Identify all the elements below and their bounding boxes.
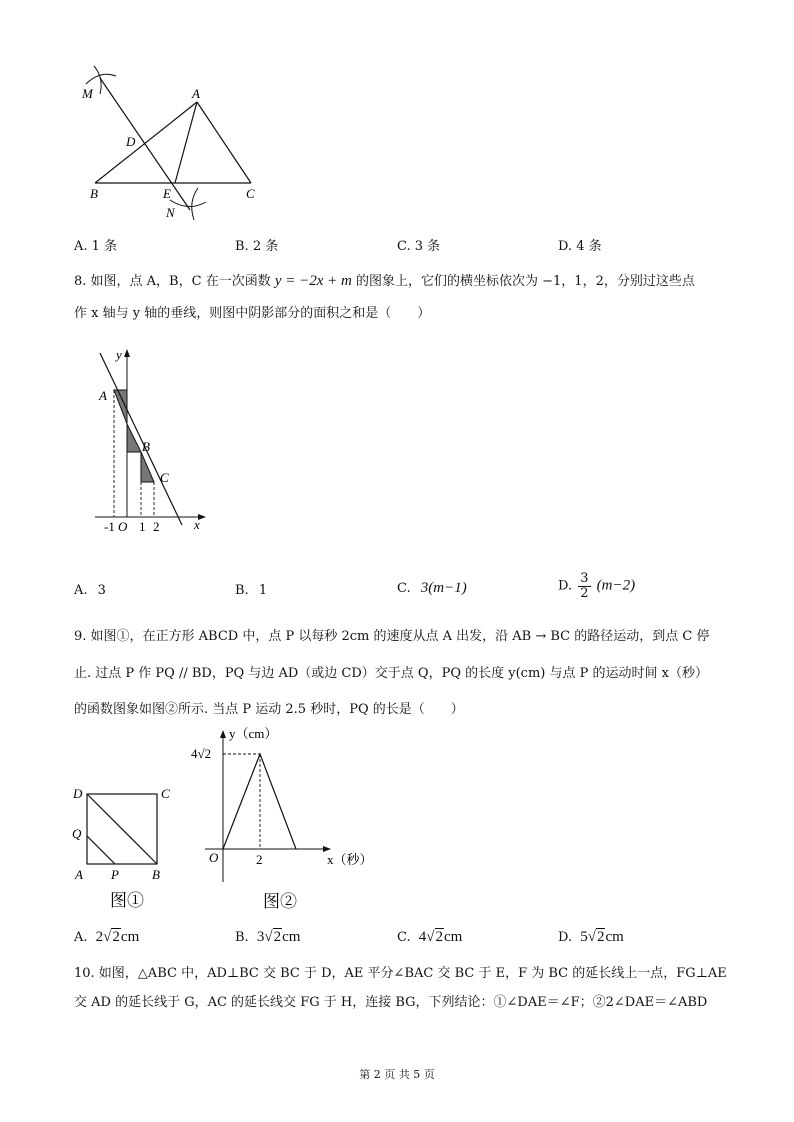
q8-formula: y = −2x + m [274,273,352,289]
q7-option-c-text: 3 条 [414,239,441,254]
q8-stem-line1 [74,272,695,292]
q7-label-a: A [192,86,200,101]
q7-option-d [558,235,602,254]
q9-option-d-value: 5√2cm [580,929,624,945]
q9-option-a-radicand: 2 [112,929,120,945]
q9-option-c-unit: cm [444,929,463,945]
q8-y-arrow [124,349,130,357]
q8-shade-b [127,424,141,452]
q9-option-d-unit: cm [605,929,624,945]
q9-figure1 [70,782,180,912]
q9-option-b-radicand: 2 [273,929,282,945]
q7-label-d: D [126,134,136,149]
q9-stem-line1: 9. 如图①，在正方形 ABCD 中，点 P 以每秒 2cm 的速度从点 A 出发，沿 AB → BC 的路径运动，到点 C 停 [74,629,710,644]
q8-shade-c [141,452,154,482]
q7-option-a-text: 1 条 [91,239,118,254]
q10-stem-line1: 10. 如图，△ABC 中，AD⊥BC 交 BC 于 D，AE 平分∠BAC 交 BC 于 E，F 为 BC 的延长线上一点，FG⊥AE [74,966,727,981]
q9-fig1-label-q: Q [72,826,82,841]
q9-fig2-y-arrow [220,730,226,738]
q9-option-a-key: A. [74,930,88,945]
q8-stem-prefix: 8. 如图，点 A，B，C 在一次函数 [74,274,271,289]
q8-label-t1: 1 [139,519,146,534]
q8-label-x: x [194,517,200,532]
q7-arc-m2 [94,66,101,94]
q8-figure [90,345,210,535]
q9-figure2 [185,722,385,917]
q8-option-c-text: 3(m−1) [420,580,467,596]
q8-option-d-fraction [578,572,590,600]
q8-option-b [235,583,267,598]
q7-arc-n2 [192,188,198,220]
q9-fig1-label-p: P [111,867,119,882]
q7-option-a-key: A. [74,239,88,254]
q8-option-d [558,572,635,600]
q9-option-c-coef: 4 [418,929,427,945]
q8-option-d-text: (m−2) [596,577,636,594]
q8-option-d-numerator: 3 [580,571,589,586]
q8-label-o: O [118,519,128,534]
q7-label-n: N [166,205,175,220]
q8-option-b-key: B. [235,583,249,598]
q9-option-d-key: D. [558,930,573,945]
q9-option-b [235,929,300,946]
q8-option-a-key: A. [74,583,88,598]
q9-fig1-label-c: C [161,786,170,801]
q7-option-a [74,235,117,254]
q9-fig2-label-two: 2 [256,852,263,867]
q7-side-ac [197,102,251,183]
q9-segment-pq [87,836,115,864]
q8-label-m1: -1 [104,519,115,534]
q10-stem-line2: 交 AD 的延长线于 G，AC 的延长线交 FG 于 H，连接 BG，下列结论：①∠DAE＝∠F；②2∠DAE＝∠ABD [74,995,708,1010]
q7-option-d-key: D. [558,239,573,254]
q7-label-b: B [90,186,98,201]
q7-label-m: M [82,86,93,101]
q7-option-c [397,235,440,254]
q9-fig2-graph [223,754,296,849]
q8-label-c: C [160,470,169,485]
q8-stem-line2: 作 x 轴与 y 轴的垂线，则图中阴影部分的面积之和是（ ） [74,306,431,321]
q8-option-a-text: 3 [97,583,106,598]
q8-option-c [397,580,467,597]
q7-option-c-key: C. [397,239,411,254]
q9-option-b-key: B. [235,930,249,945]
q8-label-b: B [142,439,150,454]
q8-option-b-text: 1 [258,583,268,598]
q9-fig1-caption: 图① [110,891,144,910]
q9-fig2-label-y: y（cm） [229,726,278,741]
q9-option-a-coef: 2 [95,929,104,945]
q9-option-c-value: 4√2cm [418,929,463,945]
q9-option-a [74,929,139,946]
q7-label-e: E [163,186,171,201]
q9-option-d-radicand: 2 [596,929,605,945]
q9-fig1-label-d: D [73,786,83,801]
q9-fig2-label-x: x（秒） [327,852,373,867]
q8-label-t2: 2 [153,519,160,534]
q9-option-d [558,929,624,946]
q7-side-ab [95,102,197,183]
q9-fig1-label-b: B [152,867,160,882]
q7-figure [70,60,290,230]
page-footer: 第 2 页 共 5 页 [359,1068,435,1081]
q7-option-d-text: 4 条 [576,239,602,254]
q9-fig2-label-peak: 4√2 [191,746,212,761]
q7-option-b-text: 2 条 [252,239,279,254]
q9-option-b-coef: 3 [256,929,265,945]
q9-fig2-label-o: O [209,850,219,865]
q7-label-c: C [246,186,255,201]
q7-segment-ae [175,102,197,183]
q7-option-b [235,235,278,254]
q9-option-c [397,929,462,946]
q9-option-b-value: 3√2cm [256,929,301,945]
q7-arc-n1 [170,200,206,207]
q8-option-d-denominator: 2 [580,585,589,601]
q9-option-a-value: 2√2cm [95,929,140,945]
q9-option-c-key: C. [397,930,411,945]
q7-line-mn [100,78,190,210]
q9-stem-line2: 止. 过点 P 作 PQ // BD，PQ 与边 AD（或边 CD）交于点 Q，PQ 的长度 y(cm) 与点 P 的运动时间 x（秒） [74,666,708,681]
q8-option-d-key: D. [558,578,573,594]
q8-option-c-key: C. [397,581,411,596]
q9-fig1-label-a: A [75,867,83,882]
q9-option-b-unit: cm [282,929,301,945]
q8-stem-suffix: 的图象上，它们的横坐标依次为 −1，1，2，分别过这些点 [356,274,695,289]
q7-option-b-key: B. [235,239,249,254]
q8-option-a [74,583,106,598]
q9-diagonal-bd [87,794,157,864]
q9-option-c-radicand: 2 [435,929,443,945]
q9-option-a-unit: cm [120,929,140,945]
q9-option-d-coef: 5 [580,929,588,945]
q8-label-a: A [99,388,107,403]
q8-label-y: y [116,347,122,362]
q9-fig2-caption: 图② [263,892,297,911]
q9-stem-line3: 的函数图象如图②所示. 当点 P 运动 2.5 秒时，PQ 的长是（ ） [74,702,464,717]
